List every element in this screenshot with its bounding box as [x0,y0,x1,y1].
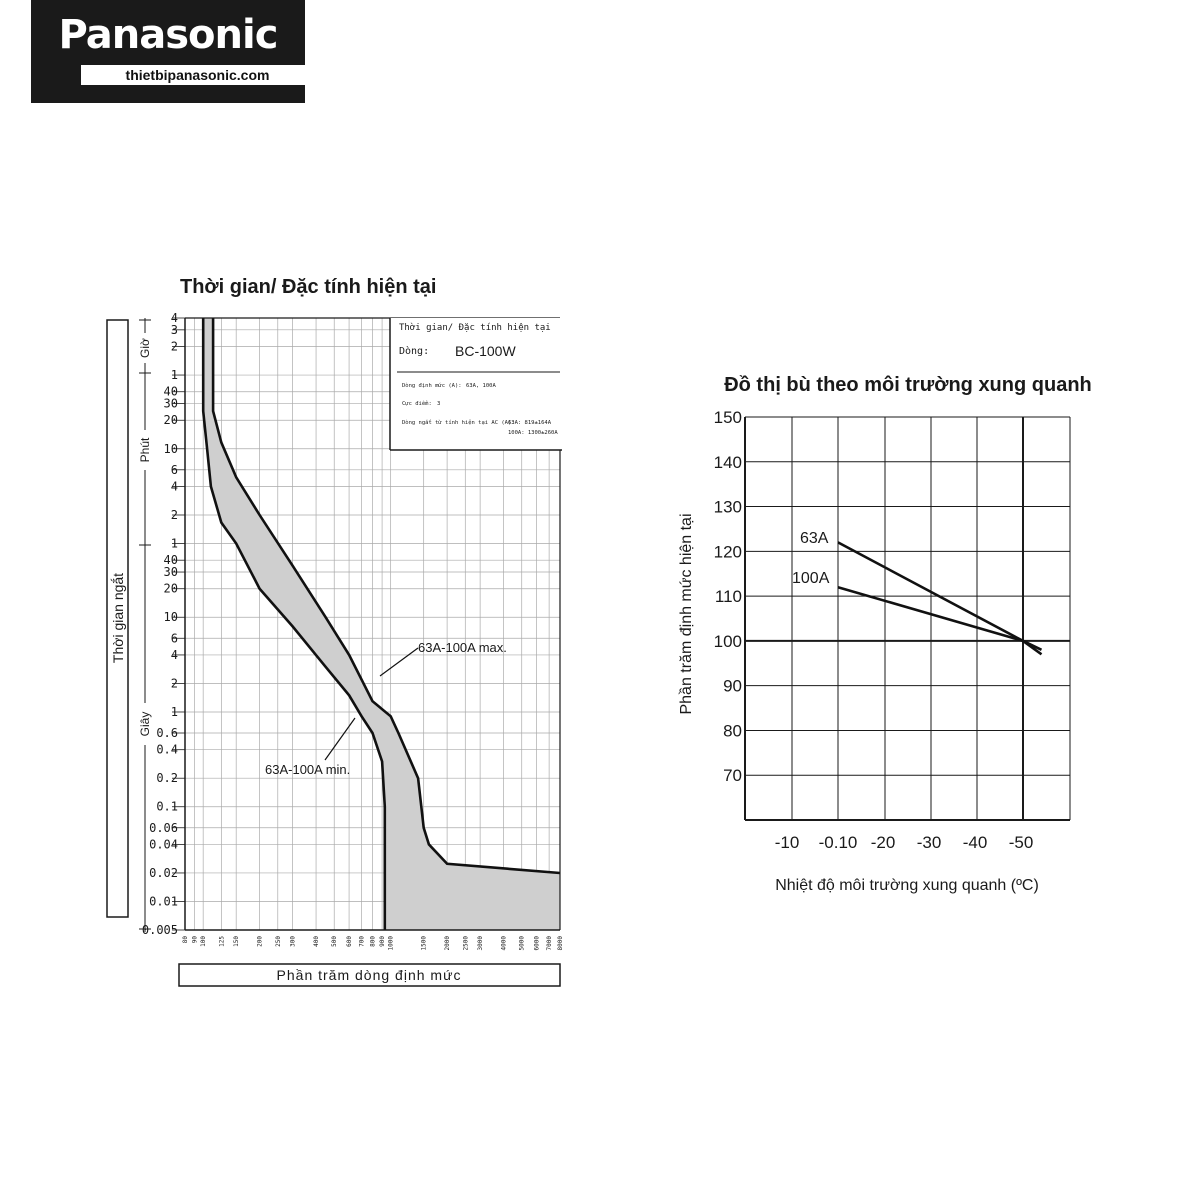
c2-ytick-label: 70 [723,766,742,786]
chart2-y-ticks [714,408,742,785]
c1-ytick-label: 0.01 [149,894,178,909]
c1-xtick-label: 150 [233,936,241,947]
c1-xtick-label: 2500 [462,936,470,951]
unit-minutes: Phút [138,437,152,463]
c1-xtick-label: 1000 [387,936,395,951]
c1-xtick-label: 90 [191,936,199,944]
c1-xtick-label: 250 [274,936,282,947]
info-rated-label: Dòng định mức (A): [402,383,462,389]
c1-ytick-label: 1 [170,368,178,383]
c1-ytick-label: 4 [170,479,178,494]
c1-ytick-label: 1 [170,704,178,719]
unit-seconds: Giây [138,711,152,737]
c1-ytick-label: 30 [163,565,178,580]
c2-ytick-label: 130 [713,497,742,517]
brand-name: Panasonic [58,12,278,58]
c1-xtick-label: 2000 [444,936,452,951]
chart2-ylabel: Phần trăm định mức hiện tại [678,513,695,715]
c1-ytick-label: 20 [163,581,178,596]
series-100a-label: 100A [792,570,830,587]
c2-xtick-label: -20 [870,833,896,852]
c1-ytick-label: 0.4 [156,742,178,757]
c1-ytick-label: 6 [170,631,178,646]
c2-ytick-label: 80 [723,721,742,741]
chart2-x-ticks [775,833,1034,852]
c1-ytick-label: 10 [163,441,178,456]
c1-xtick-label: 900 [379,936,387,947]
c2-ytick-label: 150 [713,408,742,427]
c1-xtick-label: 6000 [533,936,541,951]
c1-ytick-label: 0.1 [156,799,178,814]
c1-xtick-label: 7000 [546,936,554,951]
c1-xtick-label: 8000 [557,936,564,951]
c1-xtick-label: 3000 [477,936,485,951]
c1-ytick-label: 0.02 [149,865,178,880]
c1-ytick-label: 40 [163,384,178,399]
c1-ytick-label: 2 [170,676,178,691]
c2-ytick-label: 110 [714,587,742,607]
c2-ytick-label: 140 [713,452,742,472]
c1-xtick-label: 300 [289,936,297,947]
c1-xtick-label: 600 [346,936,354,947]
c1-ytick-label: 4 [170,311,178,325]
unit-hours: Giờ [138,338,152,358]
series-63a-label: 63A [800,530,829,547]
info-type-label: Dòng: [399,346,430,357]
chart1-x-ticks [182,936,564,951]
c1-ytick-label: 4 [170,647,178,662]
c2-xtick-label: -10 [774,833,800,852]
info-breaking-label: Dòng ngắt từ tính hiện tại AC (A): [402,420,515,426]
c1-ytick-label: 0.6 [156,726,178,741]
info-poles-label: Cực điểm: [402,401,432,407]
c1-xtick-label: 400 [313,936,321,947]
c1-ytick-label: 10 [163,610,178,625]
info-poles-value: 3 [437,401,441,407]
chart2-title: Đồ thị bù theo môi trường xung quanh [724,374,1092,396]
c1-xtick-label: 200 [256,936,264,947]
info-breaking-63: 63A: 819±164A [508,420,552,426]
c1-ytick-label: 0.04 [149,837,178,852]
time-current-chart [107,276,564,986]
c1-xtick-label: 80 [182,936,189,944]
c2-xtick-label: -0.10 [818,833,858,852]
ambient-compensation-chart [678,374,1092,894]
info-box [390,318,562,450]
c1-xtick-label: 125 [218,936,226,947]
c1-ytick-label: 2 [170,339,178,354]
c2-xtick-label: -50 [1008,833,1034,852]
c1-xtick-label: 800 [369,936,377,947]
c1-ytick-label: 0.2 [156,771,178,786]
chart2-grid [745,417,1070,820]
c1-ytick-label: 20 [163,413,178,428]
brand-website: thietbipanasonic.com [81,65,314,85]
info-title: Thời gian/ Đặc tính hiện tại [399,323,551,333]
info-rated-value: 63A, 100A [466,383,496,389]
c2-xtick-label: -30 [916,833,942,852]
chart1-y-ticks [142,311,185,937]
chart2-xlabel: Nhiệt độ môi trường xung quanh (ºC) [775,877,1039,894]
info-breaking-100: 100A: 1300±260A [508,430,558,436]
c1-ytick-label: 3 [170,322,178,337]
c1-ytick-label: 0.005 [141,923,178,937]
c1-xtick-label: 700 [358,936,366,947]
c1-xtick-label: 1500 [420,936,428,951]
c2-ytick-label: 120 [713,542,742,562]
c2-ytick-label: 100 [713,631,742,651]
c1-xtick-label: 4000 [500,936,508,951]
chart1-ylabel: Thời gian ngắt [110,572,126,664]
c1-xtick-label: 500 [331,936,339,947]
chart1-title: Thời gian/ Đặc tính hiện tại [180,276,437,298]
c1-xtick-label: 100 [200,936,208,947]
chart1-xlabel: Phần trăm dòng định mức [276,967,462,983]
c1-ytick-label: 2 [170,507,178,522]
info-model: BC-100W [455,343,516,359]
c1-ytick-label: 30 [163,396,178,411]
c2-ytick-label: 90 [723,676,742,696]
label-min: 63A-100A min. [265,762,351,777]
c1-xtick-label: 5000 [518,936,526,951]
c1-ytick-label: 0.06 [149,820,178,835]
c2-xtick-label: -40 [962,833,988,852]
c1-ytick-label: 1 [170,536,178,551]
c1-ytick-label: 6 [170,462,178,477]
label-max: 63A-100A max. [418,640,507,655]
c1-ytick-label: 40 [163,553,178,568]
